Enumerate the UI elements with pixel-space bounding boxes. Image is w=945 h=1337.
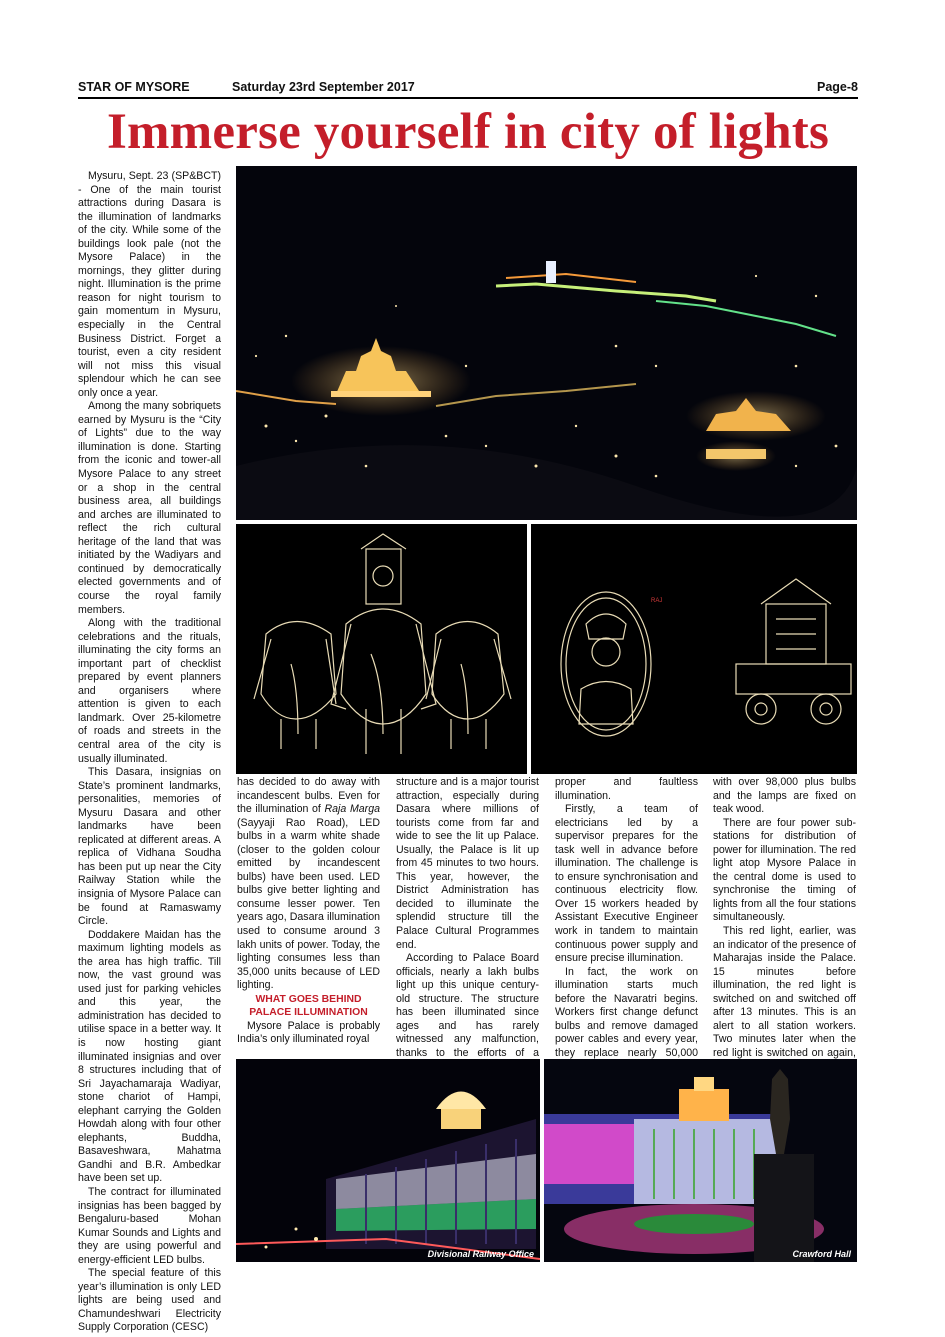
city-lights-photo — [236, 166, 857, 520]
paragraph: Doddakere Maidan has the maximum lighting models as the area has high traffic. Till now, the vast ground was used just for parking vehicles and this year, the administration has decided to utilise space in a better way. It is now hosting giant illuminated insignias and over 8 structures including that of Sri Jayachamaraja Wadiyar, stone chariot of Hampi, elephant carrying the Golden Howdah along with four other elephants, Buddha, Basaveshwara, Mahatma Gandhi and B.R. Ambedkar have been set up. — [78, 928, 221, 1185]
paragraph: Among the many sobriquets earned by Mysuru is the “City of Lights” due to the way illumination is done. Starting from the iconic and tower-all Mysore Palace to any street or a shop in the central business area, all buildings and arches are illuminated to reflect the rich cultural heritage of the land that was initiated by the Wadiyars and continued by democratically elected governments and of course the royal family members. — [78, 400, 221, 616]
paragraph: has decided to do away with incandescent bulbs. Even for the illumination of Raja Marga (Sayyaji Rao Road), LED bulbs in a warm white shade (closer to the golden colour emitted by incandescent bulbs) have been used. LED bulbs give better lighting and consume lesser power. Ten years ago, Dasara illumination used to consume around 3 lakh units of power. Today, the lighting consumes less than 35,000 units because of LED lighting. — [237, 776, 380, 992]
article-column-1 — [78, 170, 221, 1335]
paragraph: Mysuru, Sept. 23 (SP&BCT) - One of the main tourist attractions during Dasara is the illumination of landmarks of the city. While some of the buildings look pale (not the Mysore Palace) in the mornings, they glitter during night. Illumination is the prime reason for night tourism to gain momentum in Mysuru, especially in the Central Business District. Forget a tourist, even a city resident will not miss this visual splendour which he can see only once a year. — [78, 170, 221, 399]
railway-office-photo — [236, 1059, 540, 1262]
wadiyar-chariot-insignia-photo — [531, 524, 857, 774]
paragraph: with over 98,000 plus bulbs and the lamps are fixed on teak wood. — [713, 776, 856, 816]
photo-sign-text: RAJ — [651, 598, 663, 604]
page-number: Page-8 — [817, 80, 858, 94]
paper-name: STAR OF MYSORE — [78, 80, 190, 94]
paragraph: In fact, the work on illumination starts much before the Navaratri begins. Workers first change defunct bulbs and remove damaged power cables and every year, they replace nearly 50,000 — [555, 965, 698, 1059]
paragraph: The contract for illuminated insignias has been bagged by Bengaluru-based Mohan Kumar Sounds and Lights and they are using powerful and energy-efficient LED bulbs. — [78, 1186, 221, 1266]
article-column-2 — [237, 776, 380, 1047]
paragraph: Along with the traditional celebrations and the rituals, illuminating the city forms an important part of checklist prepared by event planners and organisers where attention is given to each landmark. Over 25-kilometre of roads and streets in the central area of the city is usually illuminated. — [78, 617, 221, 765]
masthead-rule — [78, 97, 858, 99]
paragraph: According to Palace Board officials, nearly a lakh bulbs light up this unique century-old structure. The structure has been illuminated since ages and has rarely witnessed any malfunction, thanks to the efforts of a — [396, 952, 539, 1059]
paragraph: proper and faultless illumination. — [555, 776, 698, 802]
crawford-hall-caption: Crawford Hall — [792, 1249, 851, 1259]
paragraph: There are four power sub-stations for distribution of power for illumination. The red light atop Mysore Palace in the central dome is used to synchronise the timing of lights from all the four stations simultaneously. — [713, 816, 856, 924]
paragraph: Mysore Palace is probably India’s only illuminated royal — [237, 1019, 380, 1046]
headline: Immerse yourself in city of lights — [106, 104, 830, 160]
subhead-line-2: PALACE ILLUMINATION — [249, 1007, 368, 1019]
issue-date: Saturday 23rd September 2017 — [232, 80, 415, 94]
article-column-4 — [555, 776, 698, 1074]
subhead-line-1: WHAT GOES BEHIND — [255, 993, 362, 1005]
paragraph: structure and is a major tourist attraction, especially during Dasara where millions of tourists come from far and wide to see the lit up Palace. Usually, the Palace is lit up from 45 minutes to two hours. This year, however, the District Administration has decided to illuminate the splendid structure till the Palace Cultural Programmes end. — [396, 776, 539, 951]
paragraph: The special feature of this year’s illumination is only LED lights are being used and Chamundeshwari Electricity Supply Corporation (CESC) — [78, 1267, 221, 1334]
elephant-insignia-photo — [236, 524, 527, 774]
paragraph: This red light, earlier, was an indicator of the presence of Maharajas inside the Palace. 15 minutes before illumination, the red light is switched on and switched off after 13 minutes. This is an alert to all station workers. Two minutes later when the red light is switched on again, — [713, 925, 856, 1059]
crawford-hall-photo — [544, 1059, 857, 1262]
article-column-3 — [396, 776, 539, 1088]
masthead — [78, 80, 858, 98]
railway-office-caption: Divisional Railway Office — [427, 1249, 534, 1259]
paragraph: This Dasara, insignias on State’s prominent landmarks, personalities, memories of Mysuru Dasara and other landmarks have been replicated at different areas. A replica of Vidhana Soudha has been put up near the City Railway Station while the insignia of Mysore Palace can be found at Ramaswamy Circle. — [78, 766, 221, 928]
paragraph: Firstly, a team of electricians led by a supervisor prepares for the task well in advance before illumination. The challenge is to ensure synchronisation and continuous electricity flow. Over 15 workers headed by Assistant Executive Engineer work in tandem to maintain continuous power supply and ensure precise illumination. — [555, 803, 698, 965]
article-column-5 — [713, 776, 856, 1074]
